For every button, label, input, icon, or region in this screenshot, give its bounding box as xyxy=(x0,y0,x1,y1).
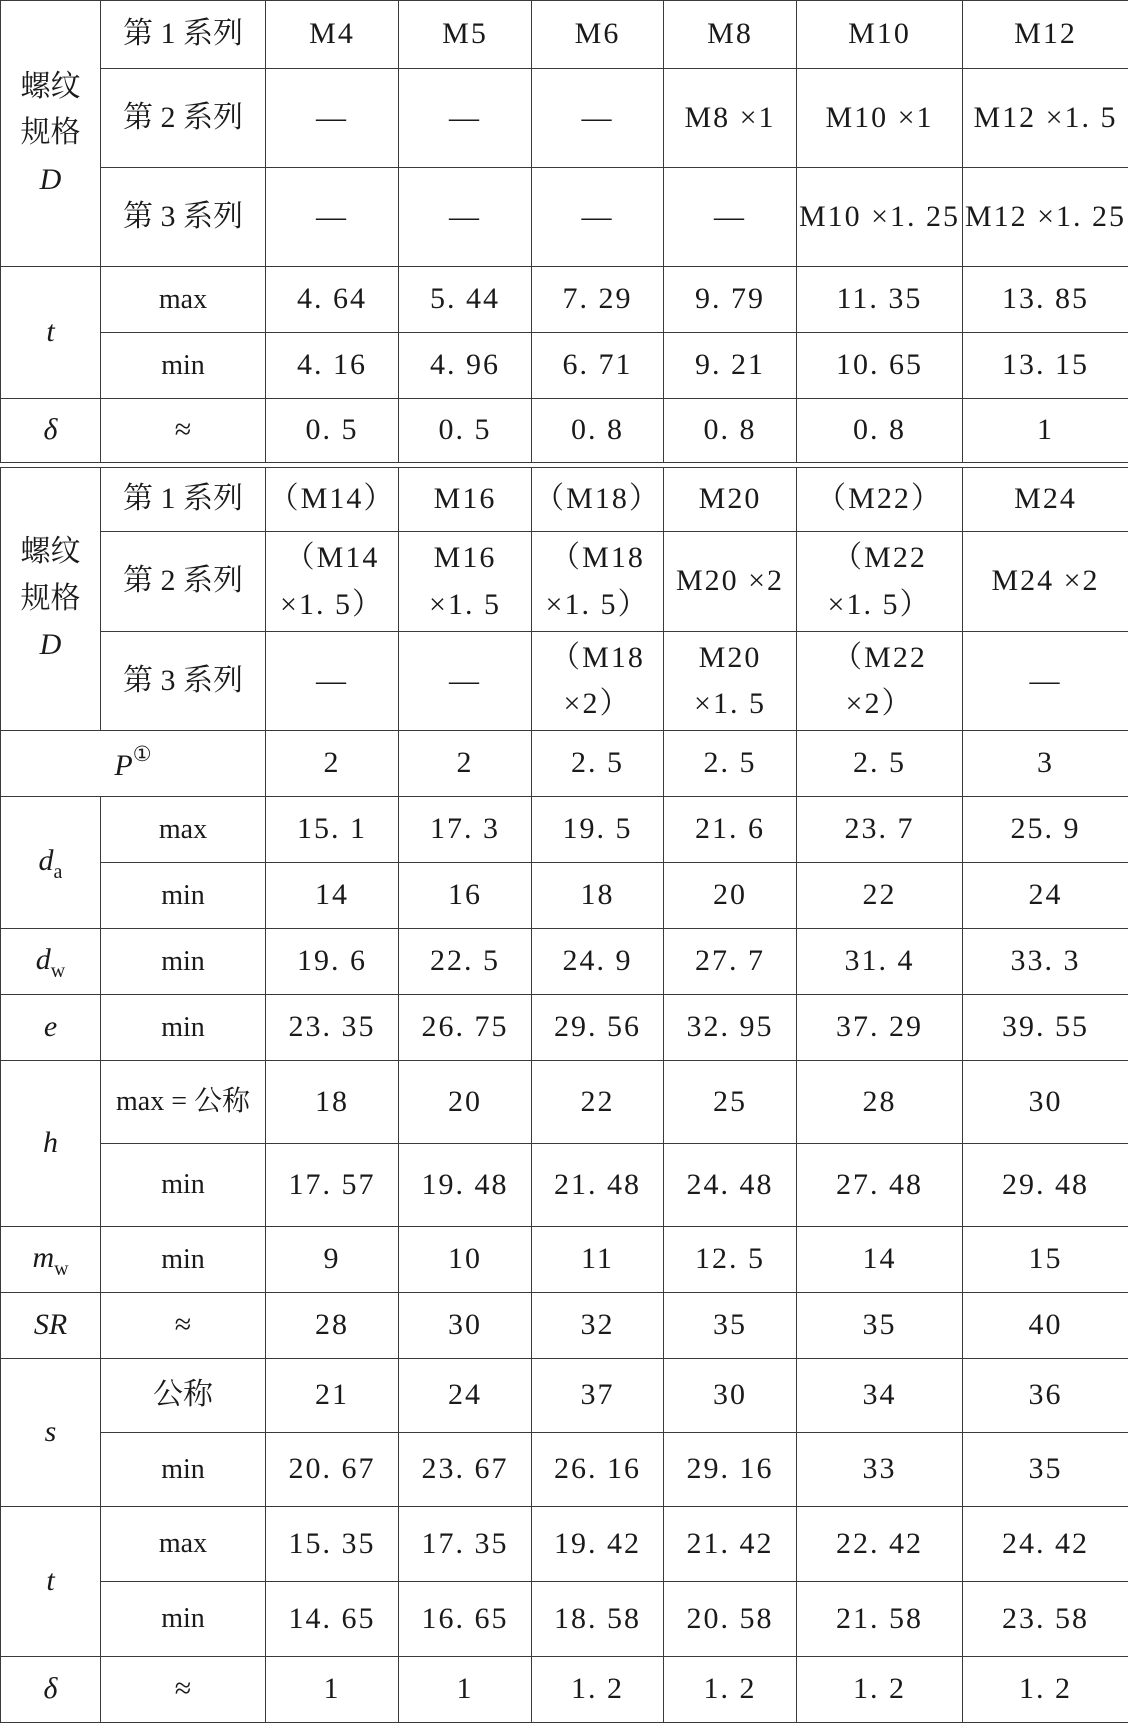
cell: 25 xyxy=(664,1061,797,1144)
table-row xyxy=(1,532,1128,632)
cell: 32 xyxy=(532,1293,664,1359)
table-row xyxy=(1,731,1128,797)
table-row xyxy=(1,468,1128,532)
cell: 25. 9 xyxy=(963,797,1128,863)
cell: 21. 58 xyxy=(797,1582,963,1657)
cell xyxy=(532,532,664,632)
cell: 29. 48 xyxy=(963,1144,1128,1227)
table-row xyxy=(1,995,1128,1061)
cell: 29. 16 xyxy=(664,1433,797,1507)
cell-line: （M18 xyxy=(550,640,645,674)
cell-line: ×1. 5 xyxy=(694,687,766,720)
cell: M16 xyxy=(399,468,532,532)
cell: 37 xyxy=(532,1359,664,1433)
cell: 23. 35 xyxy=(266,995,399,1061)
cell: 33 xyxy=(797,1433,963,1507)
cell: M8 xyxy=(664,1,797,69)
cell xyxy=(963,632,1128,731)
cell: 31. 4 xyxy=(797,929,963,995)
cell: 0. 8 xyxy=(664,399,797,463)
symbol-da xyxy=(1,797,101,929)
table-row xyxy=(1,632,1128,731)
cell: 22 xyxy=(797,863,963,929)
symbol-t: t xyxy=(1,267,101,399)
table-row xyxy=(1,1144,1128,1227)
max-nominal-label: max = 公称 xyxy=(101,1061,266,1144)
cell: — xyxy=(266,69,399,168)
min-label: min xyxy=(101,1144,266,1227)
cell: 17. 35 xyxy=(399,1507,532,1582)
symbol-dw xyxy=(1,929,101,995)
cell: M4 xyxy=(266,1,399,69)
symbol-t: t xyxy=(1,1507,101,1657)
cell: M5 xyxy=(399,1,532,69)
cell: 11 xyxy=(532,1227,664,1293)
cell: 10 xyxy=(399,1227,532,1293)
cell: 37. 29 xyxy=(797,995,963,1061)
cell: 20 xyxy=(664,863,797,929)
min-label: min xyxy=(101,929,266,995)
table-row xyxy=(1,399,1128,463)
cell: 30 xyxy=(963,1061,1128,1144)
cell: 14 xyxy=(266,863,399,929)
cell xyxy=(266,532,399,632)
table-row xyxy=(1,168,1128,267)
cell: M20 xyxy=(664,468,797,532)
cell: M8 ×1 xyxy=(664,69,797,168)
approx-label: ≈ xyxy=(101,1293,266,1359)
table-row xyxy=(1,863,1128,929)
cell: 15 xyxy=(963,1227,1128,1293)
cell: 27. 7 xyxy=(664,929,797,995)
cell: 16 xyxy=(399,863,532,929)
cell xyxy=(797,532,963,632)
cell: 1 xyxy=(963,399,1128,463)
cell xyxy=(532,632,664,731)
cell: 2. 5 xyxy=(664,731,797,797)
cell: 36 xyxy=(963,1359,1128,1433)
symbol-D: D xyxy=(39,628,62,662)
cell: 2 xyxy=(266,731,399,797)
symbol-e: e xyxy=(1,995,101,1061)
cell: 35 xyxy=(797,1293,963,1359)
table-row xyxy=(1,1,1128,69)
cell: 1. 2 xyxy=(664,1657,797,1723)
cell: 26. 16 xyxy=(532,1433,664,1507)
cell: 20. 67 xyxy=(266,1433,399,1507)
cell: 24. 42 xyxy=(963,1507,1128,1582)
footnote-marker: ① xyxy=(132,741,152,766)
cell: 24. 48 xyxy=(664,1144,797,1227)
table-row xyxy=(1,1227,1128,1293)
subscript-w: w xyxy=(50,959,66,982)
cell: M10 ×1. 25 xyxy=(797,168,963,267)
cell-line: （M18 xyxy=(550,541,645,574)
cell: 2. 5 xyxy=(797,731,963,797)
min-label: min xyxy=(101,1433,266,1507)
cell: 40 xyxy=(963,1293,1128,1359)
cell: 19. 5 xyxy=(532,797,664,863)
cell: 9 xyxy=(266,1227,399,1293)
cell-line: （M22 xyxy=(832,640,927,674)
cell: 21 xyxy=(266,1359,399,1433)
cell: 15. 35 xyxy=(266,1507,399,1582)
series3-label: 第 3 系列 xyxy=(101,168,266,267)
cell: 0. 8 xyxy=(797,399,963,463)
symbol-delta: δ xyxy=(1,1657,101,1723)
cell: 11. 35 xyxy=(797,267,963,333)
min-label: min xyxy=(101,863,266,929)
table-row xyxy=(1,267,1128,333)
cell: 14 xyxy=(797,1227,963,1293)
cell xyxy=(963,532,1128,632)
cell: 32. 95 xyxy=(664,995,797,1061)
cell: 4. 96 xyxy=(399,333,532,399)
cell: 4. 64 xyxy=(266,267,399,333)
spec-table-upper xyxy=(0,0,1128,463)
thread-spec-label: 螺纹 xyxy=(20,69,81,103)
cell: 9. 79 xyxy=(664,267,797,333)
symbol-d: d xyxy=(38,843,54,877)
max-label: max xyxy=(101,267,266,333)
symbol-mw xyxy=(1,1227,101,1293)
spec-table-lower xyxy=(0,467,1128,1723)
series1-label: 第 1 系列 xyxy=(101,468,266,532)
table-row xyxy=(1,1582,1128,1657)
thread-spec-label: 螺纹 xyxy=(20,535,81,569)
cell-line: （M22 xyxy=(832,541,927,574)
cell: （M22） xyxy=(797,468,963,532)
cell: M10 xyxy=(797,1,963,69)
cell-line: ×2） xyxy=(563,687,632,720)
min-label: min xyxy=(101,1582,266,1657)
table-row xyxy=(1,1433,1128,1507)
cell: 33. 3 xyxy=(963,929,1128,995)
cell: 20 xyxy=(399,1061,532,1144)
table-row xyxy=(1,1359,1128,1433)
cell: 27. 48 xyxy=(797,1144,963,1227)
cell: M10 ×1 xyxy=(797,69,963,168)
table-row xyxy=(1,1507,1128,1582)
cell: 13. 85 xyxy=(963,267,1128,333)
cell: （M18） xyxy=(532,468,664,532)
cell: 0. 8 xyxy=(532,399,664,463)
cell-line: （M14 xyxy=(284,541,380,574)
thread-spec-header xyxy=(1,468,101,731)
cell: （M14） xyxy=(266,468,399,532)
nominal-label: 公称 xyxy=(101,1359,266,1433)
cell: M12 xyxy=(963,1,1128,69)
symbol-s: s xyxy=(1,1359,101,1507)
cell: 30 xyxy=(664,1359,797,1433)
cell-line: ×1. 5） xyxy=(827,587,932,621)
cell: 13. 15 xyxy=(963,333,1128,399)
cell: 28 xyxy=(266,1293,399,1359)
cell: 28 xyxy=(797,1061,963,1144)
cell: 2. 5 xyxy=(532,731,664,797)
cell: 17. 3 xyxy=(399,797,532,863)
subscript-w: w xyxy=(54,1257,69,1280)
table-row xyxy=(1,1293,1128,1359)
cell: 1. 2 xyxy=(532,1657,664,1723)
cell: 35 xyxy=(664,1293,797,1359)
cell: — xyxy=(399,69,532,168)
cell: 18 xyxy=(532,863,664,929)
series1-label: 第 1 系列 xyxy=(101,1,266,69)
cell: 1 xyxy=(266,1657,399,1723)
cell: 23. 58 xyxy=(963,1582,1128,1657)
cell: — xyxy=(399,168,532,267)
cell: 5. 44 xyxy=(399,267,532,333)
cell-line: ×2） xyxy=(845,687,914,720)
cell: — xyxy=(664,168,797,267)
cell: 22 xyxy=(532,1061,664,1144)
symbol-d: d xyxy=(35,942,51,976)
cell-line: M20 ×2 xyxy=(675,564,785,598)
cell: 10. 65 xyxy=(797,333,963,399)
cell-line: M24 ×2 xyxy=(991,564,1100,598)
cell xyxy=(664,532,797,632)
cell: 21. 48 xyxy=(532,1144,664,1227)
cell-line: M16 xyxy=(433,541,497,574)
symbol-P-text: P xyxy=(114,748,133,782)
cell: M24 xyxy=(963,468,1128,532)
max-label: max xyxy=(101,1507,266,1582)
cell: 1. 2 xyxy=(797,1657,963,1723)
cell: 2 xyxy=(399,731,532,797)
series2-label: 第 2 系列 xyxy=(101,69,266,168)
lower-table-body xyxy=(1,468,1128,1723)
max-label: max xyxy=(101,797,266,863)
table-row xyxy=(1,1061,1128,1144)
cell xyxy=(399,532,532,632)
cell: 15. 1 xyxy=(266,797,399,863)
cell: 6. 71 xyxy=(532,333,664,399)
subscript-a: a xyxy=(53,860,63,883)
cell: 18 xyxy=(266,1061,399,1144)
cell: 24 xyxy=(399,1359,532,1433)
cell: 34 xyxy=(797,1359,963,1433)
cell: 22. 5 xyxy=(399,929,532,995)
cell: 29. 56 xyxy=(532,995,664,1061)
series3-label: 第 3 系列 xyxy=(101,632,266,731)
cell: 21. 6 xyxy=(664,797,797,863)
min-label: min xyxy=(101,333,266,399)
cell: 19. 42 xyxy=(532,1507,664,1582)
cell: 16. 65 xyxy=(399,1582,532,1657)
cell: 24. 9 xyxy=(532,929,664,995)
table-row xyxy=(1,1657,1128,1723)
cell: 30 xyxy=(399,1293,532,1359)
cell: 12. 5 xyxy=(664,1227,797,1293)
cell: 39. 55 xyxy=(963,995,1128,1061)
series2-label: 第 2 系列 xyxy=(101,532,266,632)
cell: 22. 42 xyxy=(797,1507,963,1582)
cell: 9. 21 xyxy=(664,333,797,399)
table-row xyxy=(1,797,1128,863)
cell: 0. 5 xyxy=(399,399,532,463)
table-row xyxy=(1,69,1128,168)
upper-table-body xyxy=(1,1,1128,463)
cell-line: — xyxy=(1029,663,1062,697)
symbol-P xyxy=(1,731,266,797)
cell: 3 xyxy=(963,731,1128,797)
cell: 20. 58 xyxy=(664,1582,797,1657)
cell xyxy=(664,632,797,731)
cell-line: ×1. 5 xyxy=(429,587,501,621)
cell: 4. 16 xyxy=(266,333,399,399)
cell: — xyxy=(532,69,664,168)
thread-spec-label: 规格 xyxy=(20,581,81,615)
symbol-m: m xyxy=(32,1240,55,1274)
cell-line: ×1. 5） xyxy=(280,587,384,621)
cell-line: — xyxy=(449,663,481,697)
table-row xyxy=(1,929,1128,995)
cell xyxy=(797,632,963,731)
min-label: min xyxy=(101,1227,266,1293)
cell: M6 xyxy=(532,1,664,69)
cell: 0. 5 xyxy=(266,399,399,463)
cell: 26. 75 xyxy=(399,995,532,1061)
symbol-D: D xyxy=(39,162,62,196)
cell: 14. 65 xyxy=(266,1582,399,1657)
cell-line: — xyxy=(316,663,348,697)
cell: 24 xyxy=(963,863,1128,929)
cell-line: M20 xyxy=(698,640,762,674)
cell xyxy=(399,632,532,731)
min-label: min xyxy=(101,995,266,1061)
cell xyxy=(266,632,399,731)
symbol-SR: SR xyxy=(1,1293,101,1359)
cell: — xyxy=(266,168,399,267)
thread-spec-label: 规格 xyxy=(20,116,81,150)
cell: 23. 67 xyxy=(399,1433,532,1507)
symbol-delta: δ xyxy=(1,399,101,463)
cell: 35 xyxy=(963,1433,1128,1507)
cell: 21. 42 xyxy=(664,1507,797,1582)
symbol-h: h xyxy=(1,1061,101,1227)
cell: — xyxy=(532,168,664,267)
cell: 19. 48 xyxy=(399,1144,532,1227)
cell: M12 ×1. 25 xyxy=(963,168,1128,267)
thread-spec-header xyxy=(1,1,101,267)
approx-label: ≈ xyxy=(101,1657,266,1723)
cell: 23. 7 xyxy=(797,797,963,863)
approx-label: ≈ xyxy=(101,399,266,463)
cell: 19. 6 xyxy=(266,929,399,995)
cell: 1 xyxy=(399,1657,532,1723)
table-row xyxy=(1,333,1128,399)
cell: 7. 29 xyxy=(532,267,664,333)
cell: 18. 58 xyxy=(532,1582,664,1657)
cell: M12 ×1. 5 xyxy=(963,69,1128,168)
cell-line: ×1. 5） xyxy=(545,587,650,621)
cell: 1. 2 xyxy=(963,1657,1128,1723)
cell: 17. 57 xyxy=(266,1144,399,1227)
